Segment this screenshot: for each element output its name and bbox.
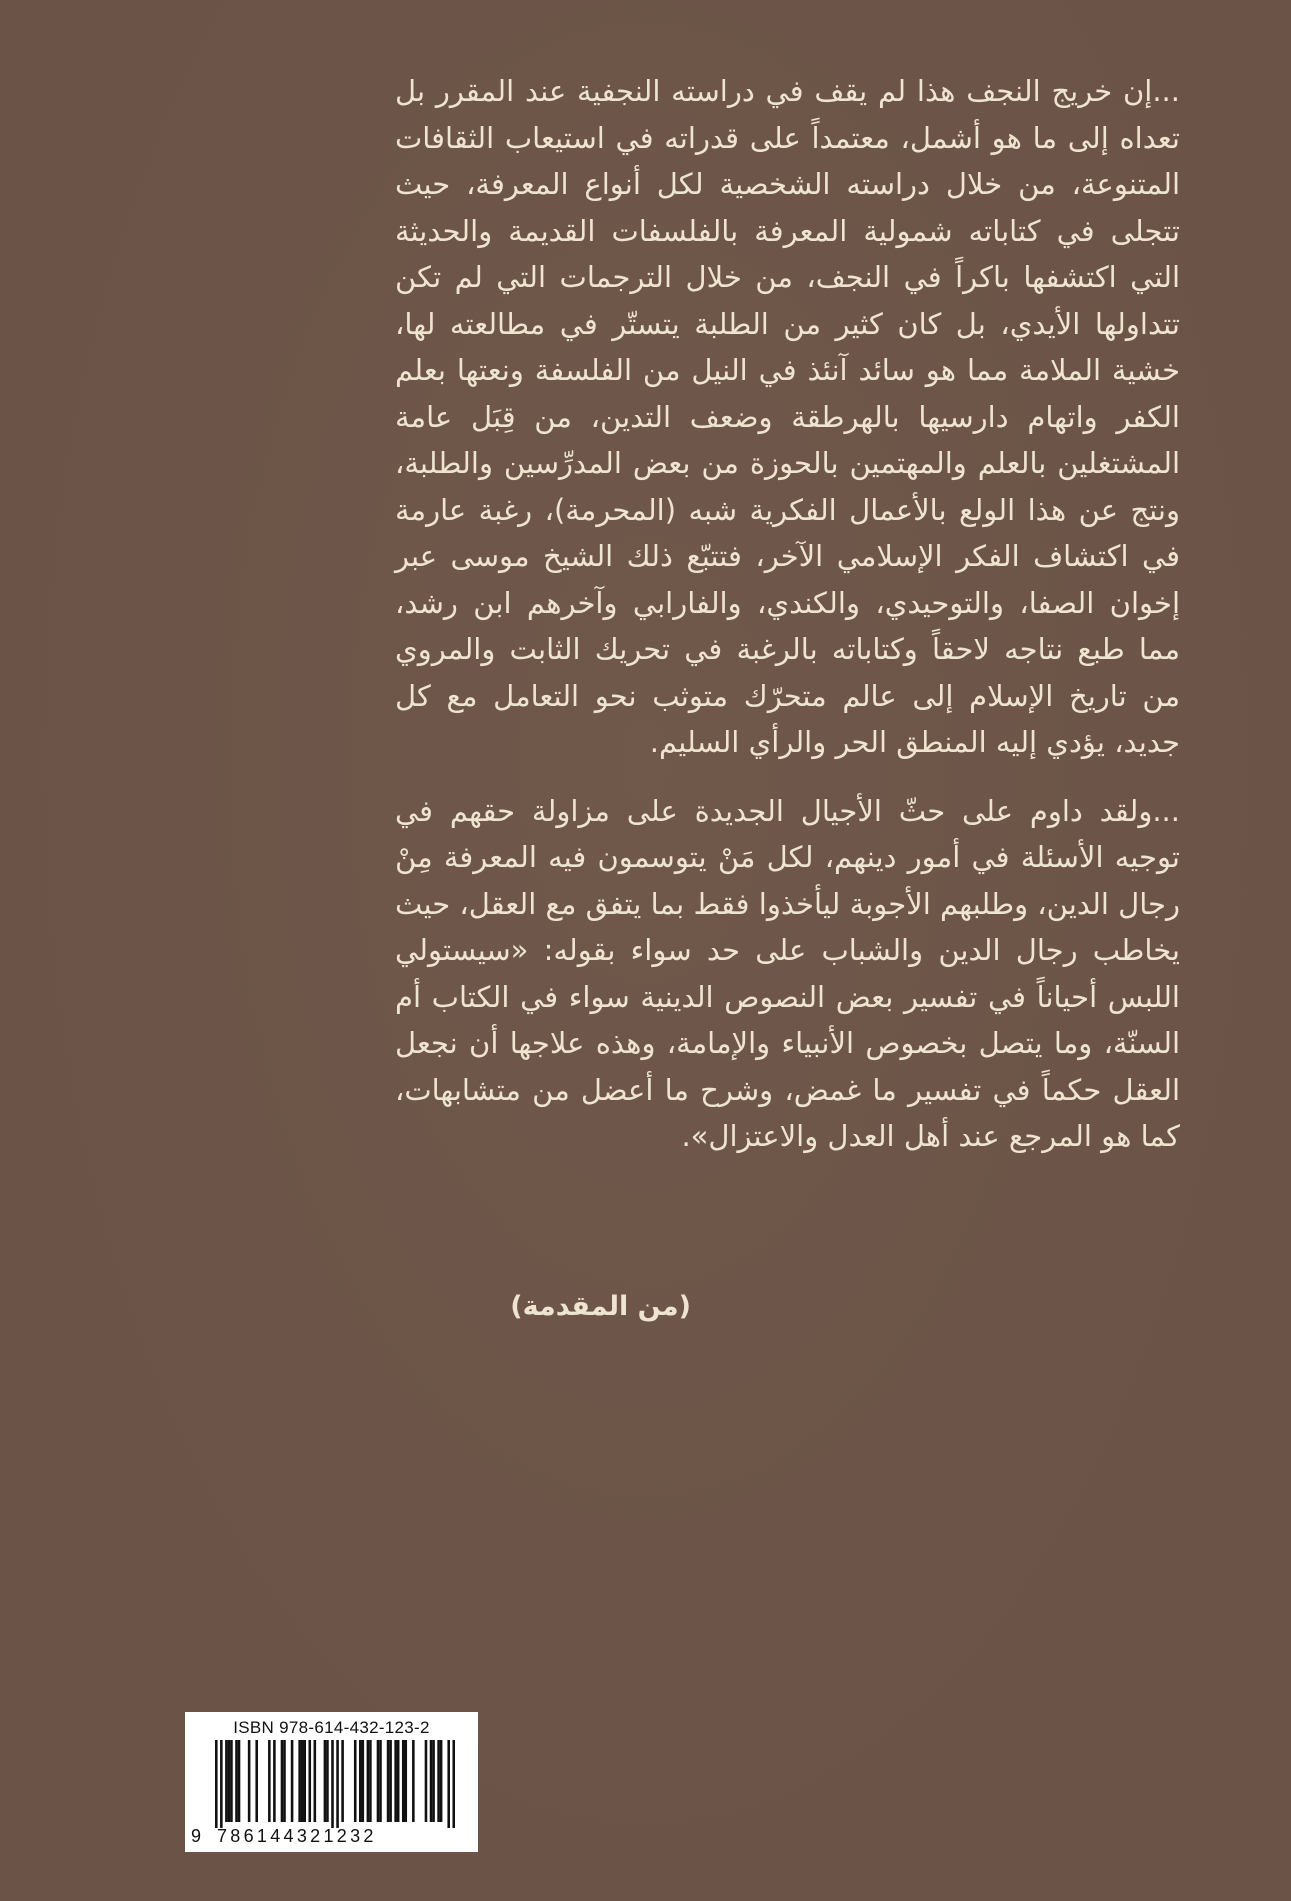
barcode-number: 786144321232 bbox=[217, 1826, 377, 1846]
barcode-bar bbox=[377, 1740, 380, 1822]
barcode-bar bbox=[314, 1740, 317, 1822]
barcode-bar bbox=[412, 1740, 415, 1822]
barcode-bar bbox=[404, 1740, 407, 1822]
barcode-bar bbox=[331, 1740, 334, 1828]
barcode-bar bbox=[283, 1740, 286, 1822]
barcode-lead-digit: 9 bbox=[191, 1826, 202, 1846]
barcode-bar bbox=[324, 1740, 327, 1822]
barcode-bars-icon bbox=[215, 1740, 455, 1828]
barcode-bar bbox=[362, 1740, 365, 1822]
barcode-bar bbox=[389, 1740, 392, 1822]
barcode-bar bbox=[303, 1740, 306, 1822]
barcode-bar bbox=[308, 1740, 311, 1822]
barcode-bar bbox=[341, 1740, 344, 1822]
barcode-bar bbox=[225, 1740, 228, 1822]
barcode-bar bbox=[281, 1740, 284, 1822]
barcode-bar bbox=[447, 1740, 450, 1828]
barcode-bar bbox=[440, 1740, 443, 1822]
barcode-bar bbox=[452, 1740, 455, 1828]
barcode-bar bbox=[367, 1740, 370, 1822]
barcode-bar bbox=[432, 1740, 435, 1822]
barcode-bar bbox=[215, 1740, 218, 1828]
blurb-paragraph-1: ...إن خريج النجف هذا لم يقف في دراسته النجفية عند المقرر بل تعداه إلى ما هو أشمل، معتمداً على قدراته في استيعاب الثقافات المتنوعة، من خلال دراسته الشخصية لكل أنواع المعرفة، حيث تتجلى في كتاباته شمولية المعرفة بالفلسفات القديمة والحديثة التي اكتشفها باكراً في النجف، من خلال الترجمات التي لم تكن تتداولها الأيدي، بل كان كثير من الطلبة يتستّر في مطالعته لها، خشية الملامة مما هو سائد آنئذ في النيل من الفلسفة ونعتها بعلم الكفر واتهام دارسيها بالهرطقة وضعف التدين، من قِبَل عامة المشتغلين بالعلم والمهتمين بالحوزة من بعض المدرِّسين والطلبة، ونتج عن هذا الولع بالأعمال الفكرية شبه (المحرمة)، رغبة عارمة في اكتشاف الفكر الإسلامي الآخر، فتتبّع ذلك الشيخ موسى عبر إخوان الصفا، والتوحيدي، والكندي، والفارابي وآخرهم ابن رشد، مما طبع نتاجه لاحقاً وكتاباته بالرغبة في تحريك الثابت والمروي من تاريخ الإسلام إلى عالم متحرّك متوثب نحو التعامل مع كل جديد، يؤدي إليه المنطق الحر والرأي السليم. bbox=[395, 74, 1180, 759]
barcode-bar bbox=[397, 1740, 400, 1822]
barcode-bar bbox=[220, 1740, 223, 1828]
barcode-bar bbox=[430, 1740, 433, 1822]
isbn-barcode bbox=[185, 1712, 478, 1852]
barcode-bar bbox=[291, 1740, 294, 1822]
barcode-bar bbox=[437, 1740, 440, 1822]
barcode-bar bbox=[230, 1740, 233, 1822]
barcode-bar bbox=[298, 1740, 301, 1822]
barcode-bar bbox=[425, 1740, 428, 1822]
barcode-bar bbox=[369, 1740, 372, 1822]
barcode-bar bbox=[255, 1740, 258, 1822]
source-note: (من المقدمة) bbox=[510, 1291, 691, 1322]
barcode-bar bbox=[387, 1740, 390, 1822]
isbn-label: ISBN 978-614-432-123-2 bbox=[233, 1718, 430, 1737]
barcode-bar bbox=[301, 1740, 304, 1822]
barcode-bar bbox=[359, 1740, 362, 1822]
blurb-paragraph-2: ...ولقد داوم على حثّ الأجيال الجديدة على مزاولة حقهم في توجيه الأسئلة في أمور دينهم، لكل مَنْ يتوسمون فيه المعرفة مِنْ رجال الدين، وطلبهم الأجوبة ليأخذوا فقط بما يتفق مع العقل، حيث يخاطب رجال الدين والشباب على حد سواء بقوله: «سيستولي اللبس أحياناً في تفسير بعض النصوص الدينية سواء في الكتاب أم السنّة، وما يتصل بخصوص الأنبياء والإمامة، وهذه علاجها أن نجعل العقل حكماً في تفسير ما غمض، وشرح ما أعضل من متشابهات، كما هو المرجع عند أهل العدل والاعتزال». bbox=[395, 793, 1180, 1153]
barcode-bar bbox=[273, 1740, 276, 1822]
blurb-text bbox=[395, 68, 1180, 1160]
barcode-bar bbox=[336, 1740, 339, 1828]
barcode-bar bbox=[248, 1740, 251, 1822]
barcode-bar bbox=[354, 1740, 357, 1822]
barcode-bar bbox=[235, 1740, 238, 1822]
barcode-bar bbox=[402, 1740, 405, 1822]
barcode-bar bbox=[379, 1740, 382, 1822]
barcode-bar bbox=[238, 1740, 241, 1822]
barcode-bar bbox=[394, 1740, 397, 1822]
barcode-bar bbox=[268, 1740, 271, 1822]
barcode-digits bbox=[191, 1826, 478, 1847]
barcode-bar bbox=[326, 1740, 329, 1822]
barcode-bar bbox=[228, 1740, 231, 1822]
